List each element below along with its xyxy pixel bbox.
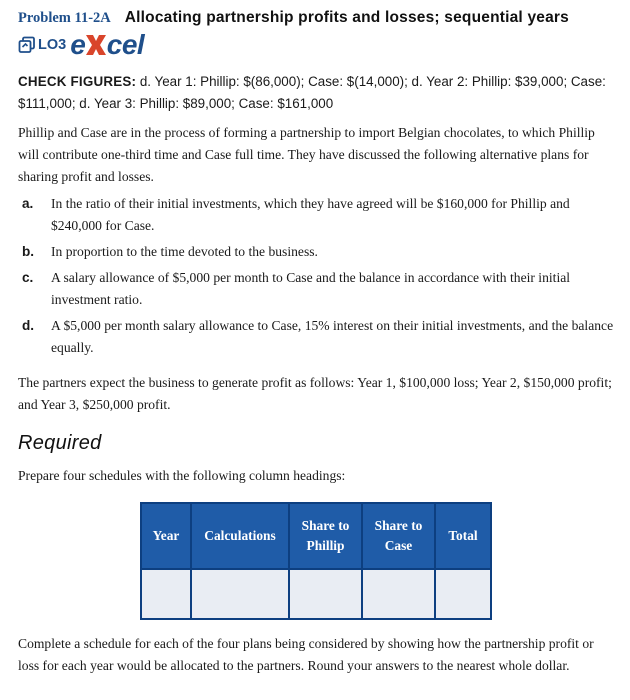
plan-letter: b. xyxy=(22,244,35,259)
learning-objective-label: LO3 xyxy=(38,37,67,53)
column-header-share-case: Share to Case xyxy=(362,503,435,569)
problem-title: Allocating partnership profits and losses; sequential years xyxy=(124,9,569,26)
plan-letter: c. xyxy=(22,270,34,285)
plan-text: In the ratio of their initial investments, which they have agreed will be $160,000 for Phillip and $240,000 for Case. xyxy=(51,196,570,233)
plan-letter: a. xyxy=(22,196,34,211)
list-item xyxy=(22,193,614,237)
table-cell-total xyxy=(435,569,491,619)
table-cell-calculations xyxy=(191,569,289,619)
intro-paragraph: Phillip and Case are in the process of forming a partnership to import Belgian chocolates, to which Phillip will contribute one-third time and Case full time. They have discussed the following alternative plans for sharing profit and losses. xyxy=(18,125,595,184)
plan-text: In proportion to the time devoted to the business. xyxy=(51,244,318,259)
closing-paragraph: Complete a schedule for each of the four plans being considered by showing how the partnership profit or loss for each year would be allocated to the partners. Round your answers to the nearest whole dollar. xyxy=(18,636,594,673)
plans-list xyxy=(22,193,614,363)
excel-logo: e cel xyxy=(70,29,145,60)
plan-text: A $5,000 per month salary allowance to Case, 15% interest on their initial investments, and the balance equally. xyxy=(51,318,614,355)
check-figures xyxy=(18,71,613,114)
list-item xyxy=(22,267,614,311)
schedule-table xyxy=(140,502,492,620)
check-figures-text: d. Year 1: Phillip: $(86,000); Case: $(14,000); d. Year 2: Phillip: $39,000; Case: $111,000; d. Year 3: Phillip: $89,000; Case: $161,000 xyxy=(18,74,606,111)
column-header-year: Year xyxy=(141,503,191,569)
plan-letter: d. xyxy=(22,318,35,333)
table-cell-year xyxy=(141,569,191,619)
problem-number: Problem 11-2A xyxy=(18,10,111,26)
learning-objective-row xyxy=(18,29,144,61)
column-header-total: Total xyxy=(435,503,491,569)
excel-x-icon xyxy=(85,33,107,57)
column-header-share-phillip: Share to Phillip xyxy=(289,503,362,569)
table-row xyxy=(141,569,491,619)
prepare-instruction: Prepare four schedules with the following column headings: xyxy=(18,468,346,483)
list-item xyxy=(22,241,614,263)
required-heading: Required xyxy=(18,432,102,454)
list-item xyxy=(22,315,614,359)
schedule-table-container xyxy=(140,502,490,617)
problem-header xyxy=(18,9,569,27)
profit-paragraph: The partners expect the business to generate profit as follows: Year 1, $100,000 loss; Year 2, $150,000 profit; and Year 3, $250,000 profit. xyxy=(18,375,612,412)
check-figures-label: CHECK FIGURES: xyxy=(18,74,137,89)
table-cell-share-phillip xyxy=(289,569,362,619)
column-header-calculations: Calculations xyxy=(191,503,289,569)
table-header-row xyxy=(141,503,491,569)
plan-text: A salary allowance of $5,000 per month to Case and the balance in accordance with their initial investment ratio. xyxy=(51,270,571,307)
learning-objective-icon xyxy=(18,36,36,54)
table-cell-share-case xyxy=(362,569,435,619)
